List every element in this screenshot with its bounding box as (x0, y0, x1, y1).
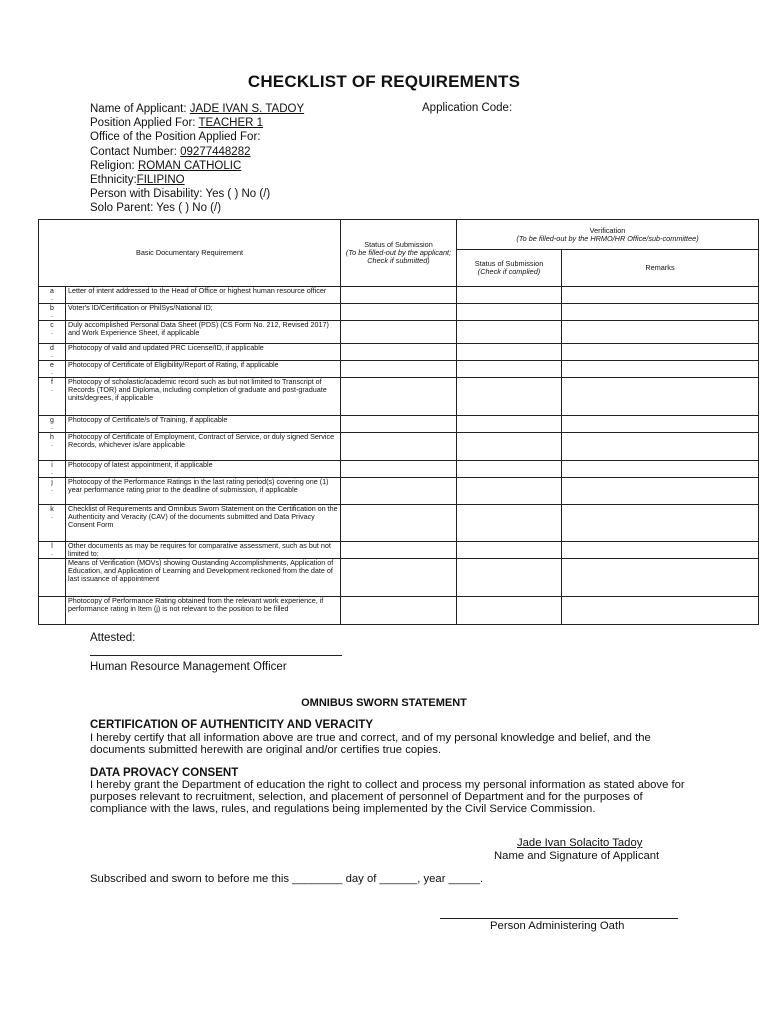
status-cell[interactable] (341, 478, 457, 505)
status-cell[interactable] (341, 559, 457, 597)
table-row (39, 287, 759, 304)
row-letter (39, 478, 66, 505)
position-value: TEACHER 1 (198, 117, 264, 130)
ver-status-cell[interactable] (457, 505, 562, 542)
omnibus-title: OMNIBUS SWORN STATEMENT (301, 697, 467, 709)
table-row (39, 416, 759, 433)
table-row (39, 378, 759, 416)
requirement-text: Means of Verification (MOVs) showing Oustanding Accomplishments, Application of Education, and Application of Learning and Development reckoned from the date of last issuance of appointment (66, 559, 341, 597)
ver-status-cell[interactable] (457, 304, 562, 321)
remarks-cell[interactable] (562, 287, 759, 304)
status-cell[interactable] (341, 321, 457, 344)
privacy-text: I hereby grant the Department of education the right to collect and process my personal information as stated above for purposes relevant to recruitment, selection, and placement of personnel of Department and for the purposes of compliance with the laws, rules, and regulations being implemented by the Civil Service Commission. (90, 779, 685, 815)
row-letter-dot: . (51, 386, 53, 393)
row-letter-text: a (50, 288, 54, 295)
row-letter (39, 321, 66, 344)
status-cell[interactable] (341, 378, 457, 416)
row-letter (39, 361, 66, 378)
row-letter-text: j (51, 479, 53, 486)
solo-parent-row: Solo Parent: Yes ( ) No (/) (90, 202, 222, 215)
row-letter (39, 433, 66, 461)
requirement-text: Photocopy of latest appointment, if applicable (66, 461, 341, 478)
ver-status-cell[interactable] (457, 287, 562, 304)
table-row (39, 344, 759, 361)
status-header (341, 220, 457, 287)
hrmo-signature-line (90, 655, 342, 656)
office-row (90, 130, 304, 144)
table-row (39, 361, 759, 378)
row-letter (39, 344, 66, 361)
status-cell[interactable] (341, 433, 457, 461)
subscribed-statement: Subscribed and sworn to before me this ________ day of ______, year _____. (90, 873, 484, 885)
requirements-table (38, 219, 759, 625)
remarks-cell[interactable] (562, 344, 759, 361)
requirement-text: Voter's ID/Certification or PhilSys/National ID; (66, 304, 341, 321)
row-letter-text: i (51, 462, 53, 469)
applicant-signature-name: Jade Ivan Solacito Tadoy (517, 837, 643, 849)
position-label: Position Applied For: (90, 117, 196, 130)
table-row (39, 321, 759, 344)
row-letter-text: d (50, 345, 54, 352)
name-row (90, 102, 304, 116)
row-letter-text: g (50, 417, 54, 424)
table-row (39, 505, 759, 542)
religion-value: ROMAN CATHOLIC (137, 159, 242, 172)
remarks-cell[interactable] (562, 597, 759, 625)
remarks-cell[interactable] (562, 321, 759, 344)
remarks-cell[interactable] (562, 505, 759, 542)
remarks-cell[interactable] (562, 378, 759, 416)
requirement-text: Photocopy of Performance Rating obtained from the relevant work experience, if performance rating in Item (j) is not relevant to the position to be filled (66, 597, 341, 625)
requirement-text: Checklist of Requirements and Omnibus Sworn Statement on the Certification on the Authenticity and Veracity (CAV) of the documents submitted and Data Privacy Consent Form (66, 505, 341, 542)
requirement-text: Letter of intent addressed to the Head of Office or highest human resource officer (66, 287, 341, 304)
cav-heading: CERTIFICATION OF AUTHENTICITY AND VERACITY (90, 719, 374, 731)
row-letter-dot: . (51, 369, 53, 376)
remarks-cell[interactable] (562, 304, 759, 321)
pwd-row: Person with Disability: Yes ( ) No (/) (90, 188, 271, 201)
ver-status-cell[interactable] (457, 542, 562, 559)
name-value: JADE IVAN S. TADOY (189, 103, 305, 115)
privacy-heading: DATA PROVACY CONSENT (90, 767, 239, 779)
ethnicity-row (90, 173, 304, 187)
table-header-row (39, 220, 759, 250)
table-row (39, 478, 759, 505)
row-letter-dot: . (51, 486, 53, 493)
table-row (39, 559, 759, 597)
remarks-cell[interactable] (562, 461, 759, 478)
requirement-header: Basic Documentary Requirement (39, 220, 341, 287)
row-letter-dot: . (51, 513, 53, 520)
row-letter (39, 461, 66, 478)
status-header-note: (To be filled-out by the applicant; Check if submitted) (345, 248, 452, 265)
ver-status-note: (Check if complied) (477, 267, 541, 276)
row-letter-dot: . (51, 424, 53, 431)
row-letter-text: h (50, 434, 54, 441)
table-row (39, 597, 759, 625)
requirement-text: Photocopy of Certificate of Eligibility/Report of Rating, if applicable (66, 361, 341, 378)
status-cell[interactable] (341, 505, 457, 542)
requirement-text: Photocopy of Certificate of Employment, Contract of Service, or duly signed Service Records, whichever is/are applicable (66, 433, 341, 461)
status-cell[interactable] (341, 542, 457, 559)
requirement-text: Other documents as may be requires for comparative assessment, such as but not limited to: (66, 542, 341, 559)
row-letter-dot: . (51, 441, 53, 448)
hrmo-label: Human Resource Management Officer (90, 661, 287, 673)
verification-header-note: (To be filled-out by the HRMO/HR Office/sub-committee) (516, 233, 699, 243)
ver-status-cell[interactable] (457, 361, 562, 378)
requirement-text: Duly accomplished Personal Data Sheet (PDS) (CS Form No. 212, Revised 2017) and Work Experience Sheet, if applicable (66, 321, 341, 344)
oath-label: Person Administering Oath (490, 920, 625, 932)
row-letter (39, 542, 66, 559)
row-letter-dot: . (51, 312, 53, 319)
remarks-cell[interactable] (562, 433, 759, 461)
ethnicity-value: FILIPINO (136, 174, 185, 187)
applicant-info (90, 102, 304, 216)
row-letter-dot: . (51, 352, 53, 359)
table-row (39, 542, 759, 559)
religion-row (90, 159, 304, 173)
status-header-title: Status of Submission (364, 240, 433, 249)
name-label: Name of Applicant: (90, 103, 187, 115)
verification-header (457, 220, 759, 250)
verification-header-title: Verification (589, 225, 626, 235)
row-letter-text: e (50, 362, 54, 369)
row-letter-text: l (51, 543, 53, 550)
row-letter (39, 559, 66, 597)
requirement-text: Photocopy of Certificate/s of Training, if applicable (66, 416, 341, 433)
table-row (39, 304, 759, 321)
requirement-text: Photocopy of the Performance Ratings in the last rating period(s) covering one (1) year performance rating prior to the deadline of submission, if applicable (66, 478, 341, 505)
remarks-cell[interactable] (562, 478, 759, 505)
table-row (39, 433, 759, 461)
status-cell[interactable] (341, 597, 457, 625)
requirement-text: Photocopy of scholastic/academic record such as but not limited to Transcript of Records (TOR) and Diploma, including completion of graduate and post-graduate units/degrees, if applicable (66, 378, 341, 416)
ver-status-header (457, 250, 562, 287)
ver-status-cell[interactable] (457, 378, 562, 416)
row-letter (39, 597, 66, 625)
remarks-header: Remarks (562, 250, 759, 287)
attested-label: Attested: (90, 632, 136, 644)
ver-status-title: Status of Submission (474, 259, 544, 268)
ver-status-cell[interactable] (457, 433, 562, 461)
table-row (39, 461, 759, 478)
row-letter (39, 378, 66, 416)
ver-status-cell[interactable] (457, 416, 562, 433)
ver-status-cell[interactable] (457, 344, 562, 361)
status-cell[interactable] (341, 304, 457, 321)
religion-label: Religion: (90, 159, 135, 172)
page-title: CHECKLIST OF REQUIREMENTS (247, 72, 521, 91)
row-letter-dot: . (51, 469, 53, 476)
remarks-cell[interactable] (562, 559, 759, 597)
remarks-cell[interactable] (562, 361, 759, 378)
position-row (90, 116, 304, 130)
row-letter-text: c (50, 322, 54, 329)
status-cell[interactable] (341, 287, 457, 304)
remarks-cell[interactable] (562, 416, 759, 433)
ver-status-cell[interactable] (457, 559, 562, 597)
requirement-text: Photocopy of valid and updated PRC License/ID, if applicable (66, 344, 341, 361)
status-cell[interactable] (341, 416, 457, 433)
contact-row (90, 145, 304, 159)
contact-label: Contact Number: (90, 145, 177, 158)
contact-value: 09277448282 (180, 145, 251, 158)
ver-status-cell[interactable] (457, 478, 562, 505)
row-letter (39, 416, 66, 433)
row-letter (39, 304, 66, 321)
applicant-signature-label: Name and Signature of Applicant (494, 850, 660, 862)
row-letter (39, 287, 66, 304)
application-code-label: Application Code: (422, 102, 513, 114)
remarks-cell[interactable] (562, 542, 759, 559)
status-cell[interactable] (341, 461, 457, 478)
cav-text: I hereby certify that all information above are true and correct, and of my personal knowledge and belief, and the documents submitted herewith are original and/or certifies true copies. (90, 732, 651, 756)
row-letter-dot: . (51, 295, 53, 302)
ethnicity-label: Ethnicity: (90, 174, 137, 187)
oath-signature-line (440, 918, 678, 919)
row-letter-text: b (50, 305, 54, 312)
ver-status-cell[interactable] (457, 597, 562, 625)
status-cell[interactable] (341, 344, 457, 361)
row-letter-text: k (50, 506, 54, 513)
row-letter-dot: . (51, 550, 53, 557)
ver-status-cell[interactable] (457, 321, 562, 344)
row-letter-dot: . (51, 329, 53, 336)
row-letter (39, 505, 66, 542)
ver-status-cell[interactable] (457, 461, 562, 478)
office-label: Office of the Position Applied For: (90, 131, 261, 144)
status-cell[interactable] (341, 361, 457, 378)
row-letter-text: f (51, 379, 53, 386)
